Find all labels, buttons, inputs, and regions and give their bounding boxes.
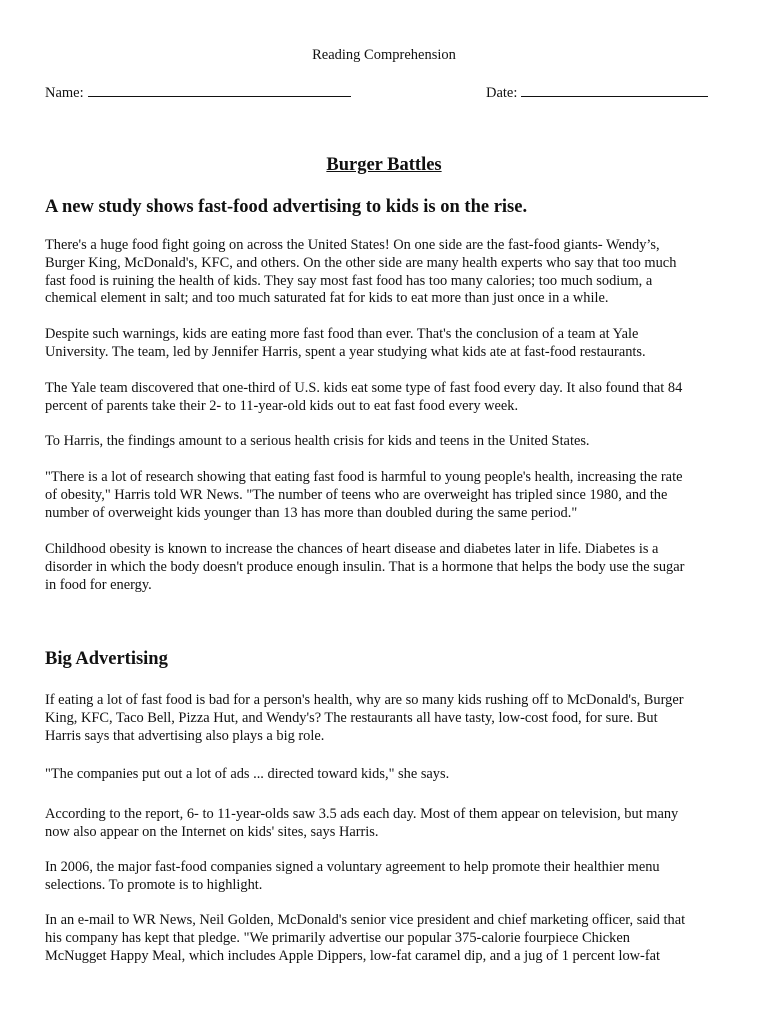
- paragraph-line: number of overweight kids younger than 13 has more than doubled during the same period.": [45, 504, 578, 521]
- paragraph-line: Burger King, McDonald's, KFC, and others. On the other side are many health experts who say that too much: [45, 254, 677, 271]
- paragraph-line: To Harris, the findings amount to a serious health crisis for kids and teens in the United States.: [45, 433, 590, 449]
- paragraph-line: Harris says that advertising also plays a big role.: [45, 727, 325, 744]
- date-label: Date:: [486, 85, 518, 101]
- paragraph: [45, 433, 725, 451]
- paragraph: [45, 469, 725, 522]
- paragraph-line: University. The team, led by Jennifer Harris, spent a year studying what kids ate at fast-food restaurants.: [45, 343, 646, 360]
- paragraph-line: fast food is ruining the health of kids. They say most fast food has too many calories; too much sodium, a: [45, 272, 653, 289]
- paragraph-line: chemical element in salt; and too much saturated fat for kids to eat more than just once in a while.: [45, 290, 609, 307]
- paragraph-line: in food for energy.: [45, 576, 152, 593]
- paragraph-line: McNugget Happy Meal, which includes Apple Dippers, low-fat caramel dip, and a jug of 1 percent low-fat: [45, 947, 661, 964]
- paragraph-line: now also appear on the Internet on kids' sites, says Harris.: [45, 823, 379, 840]
- paragraph-line: of obesity," Harris told WR News. "The number of teens who are overweight has tripled since 1980, and the: [45, 486, 668, 503]
- paragraph-line: "The companies put out a lot of ads ... directed toward kids," she says.: [45, 766, 450, 782]
- date-blank-line: [521, 82, 708, 97]
- paragraph: [45, 541, 725, 594]
- paragraph: [45, 912, 725, 965]
- article-subtitle: A new study shows fast-food advertising to kids is on the rise.: [45, 197, 528, 217]
- worksheet-header: Reading Comprehension: [312, 47, 456, 63]
- paragraph-line: Childhood obesity is known to increase the chances of heart disease and diabetes later in life. Diabetes is a: [45, 541, 659, 557]
- name-blank-line: [88, 82, 351, 97]
- paragraph-line: Despite such warnings, kids are eating more fast food than ever. That's the conclusion of a team at Yale: [45, 326, 639, 342]
- paragraph-line: "There is a lot of research showing that eating fast food is harmful to young people's health, increasing the rate: [45, 469, 683, 485]
- name-field: [45, 82, 351, 102]
- paragraph: [45, 859, 725, 895]
- paragraph-line: If eating a lot of fast food is bad for a person's health, why are so many kids rushing off to McDonald's, Burger: [45, 692, 684, 708]
- paragraph-line: In 2006, the major fast-food companies signed a voluntary agreement to help promote their healthier menu: [45, 859, 660, 875]
- paragraph-line: In an e-mail to WR News, Neil Golden, McDonald's senior vice president and chief marketing officer, said that: [45, 912, 686, 928]
- date-field: [486, 82, 708, 102]
- article-title: Burger Battles: [326, 155, 442, 175]
- section-heading: Big Advertising: [45, 649, 168, 669]
- paragraph-line: selections. To promote is to highlight.: [45, 876, 263, 893]
- paragraph: [45, 237, 725, 308]
- paragraph-line: There's a huge food fight going on across the United States! On one side are the fast-food giants- Wendy’s,: [45, 237, 660, 253]
- name-label: Name:: [45, 85, 84, 101]
- paragraph-line: his company has kept that pledge. "We primarily advertise our popular 375-calorie fourpiece Chicken: [45, 929, 630, 946]
- paragraph-line: disorder in which the body doesn't produce enough insulin. That is a hormone that helps the body use the sugar: [45, 558, 685, 575]
- paragraph: [45, 380, 725, 416]
- paragraph-line: King, KFC, Taco Bell, Pizza Hut, and Wendy's? The restaurants all have tasty, low-cost food, for sure. But: [45, 709, 658, 726]
- paragraph: [45, 766, 725, 784]
- paragraph: [45, 692, 725, 745]
- paragraph-line: The Yale team discovered that one-third of U.S. kids eat some type of fast food every day. It also found that 84: [45, 380, 683, 396]
- paragraph-line: percent of parents take their 2- to 11-year-old kids out to eat fast food every week.: [45, 397, 519, 414]
- paragraph: [45, 326, 725, 362]
- paragraph-line: According to the report, 6- to 11-year-olds saw 3.5 ads each day. Most of them appear on television, but many: [45, 806, 679, 822]
- paragraph: [45, 806, 725, 842]
